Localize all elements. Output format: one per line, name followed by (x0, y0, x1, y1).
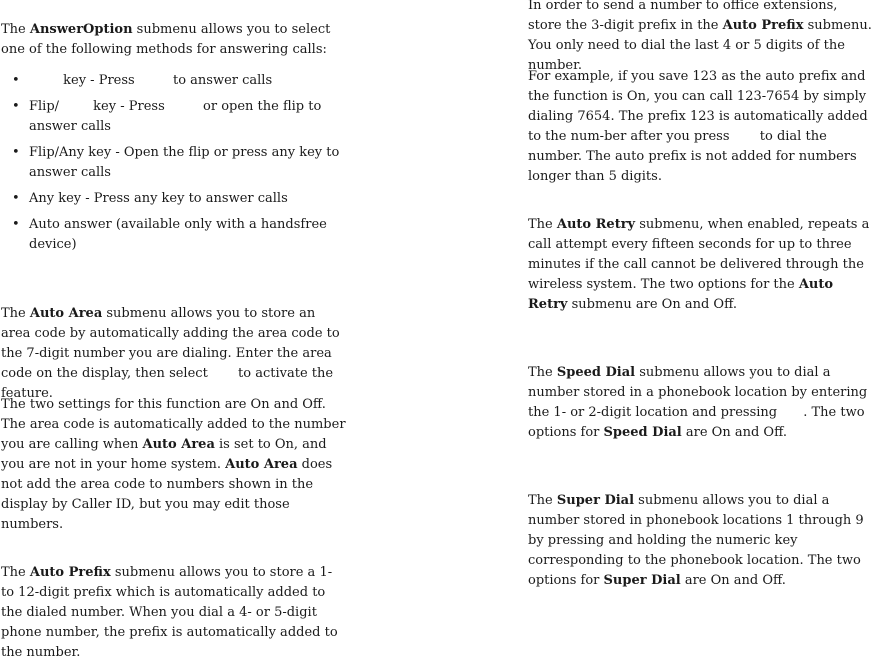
list-item: • Any key - Press any key to answer calls (1, 189, 347, 209)
answer-option-paragraph: The AnswerOption submenu allows you to select one of the following methods for answering calls: (1, 22, 331, 57)
prefix-example-paragraph: For example, if you save 123 as the auto prefix and the function is On, you can call 123-7654 by simply dialing 7654. The prefix 123 is automatically added to the num-ber after you press to dial the number. The auto prefix is not added for numbers longer than 5 digits. (528, 69, 868, 184)
auto-prefix-paragraph: The Auto Prefix submenu allows you to store a 1- to 12-digit prefix which is automatically added to the dialed number. When you dial a 4- or 5-digit phone number, the prefix is automatically added to the number. (1, 565, 338, 660)
list-item: • Flip/ key - Press or open the flip to answer calls (12, 99, 322, 134)
list-item: • Flip/Any key - Open the flip or press any key to answer calls (12, 145, 340, 180)
auto-area-settings-paragraph: The two settings for this function are On and Off. The area code is automatically added to the number you are calling when Auto Area is set to On, and you are not in your home system. Auto Area does not add the area code to numbers shown in the display by Caller ID, but you may edit those numbers. (1, 397, 346, 532)
bullet-icon: • (12, 145, 20, 160)
list-item: • Auto answer (available only with a handsfree device) (12, 217, 327, 252)
super-dial-paragraph: The Super Dial submenu allows you to dial a number stored in phonebook locations 1 through 9 by pressing and holding the numeric key corresponding to the phonebook location. The two options for Super Dial are On and Off. (528, 493, 864, 588)
office-extension-paragraph: In order to send a number to office extensions, store the 3-digit prefix in the Auto Prefix submenu. You only need to dial the last 4 or 5 digits of the number. (528, 0, 872, 73)
speed-dial-paragraph: The Speed Dial submenu allows you to dial a number stored in a phonebook location by entering the 1- or 2-digit location and pressing . The two options for Speed Dial are On and Off. (528, 365, 868, 440)
auto-area-paragraph: The Auto Area submenu allows you to store an area code by automatically adding the area code to the 7-digit number you are dialing. Enter the area code on the display, then select to activate the feature. (1, 306, 340, 401)
answer-option-term: AnswerOption (29, 22, 133, 37)
bullet-icon: • (12, 99, 20, 114)
list-item: • key - Press to answer calls (1, 71, 347, 91)
bullet-icon: • (12, 73, 20, 88)
auto-retry-paragraph: The Auto Retry submenu, when enabled, repeats a call attempt every fifteen seconds for up to three minutes if the call cannot be delivered through the wireless system. The two options for the Auto Retry submenu are On and Off. (528, 217, 870, 312)
bullet-icon: • (12, 217, 20, 232)
bullet-icon: • (12, 191, 20, 206)
